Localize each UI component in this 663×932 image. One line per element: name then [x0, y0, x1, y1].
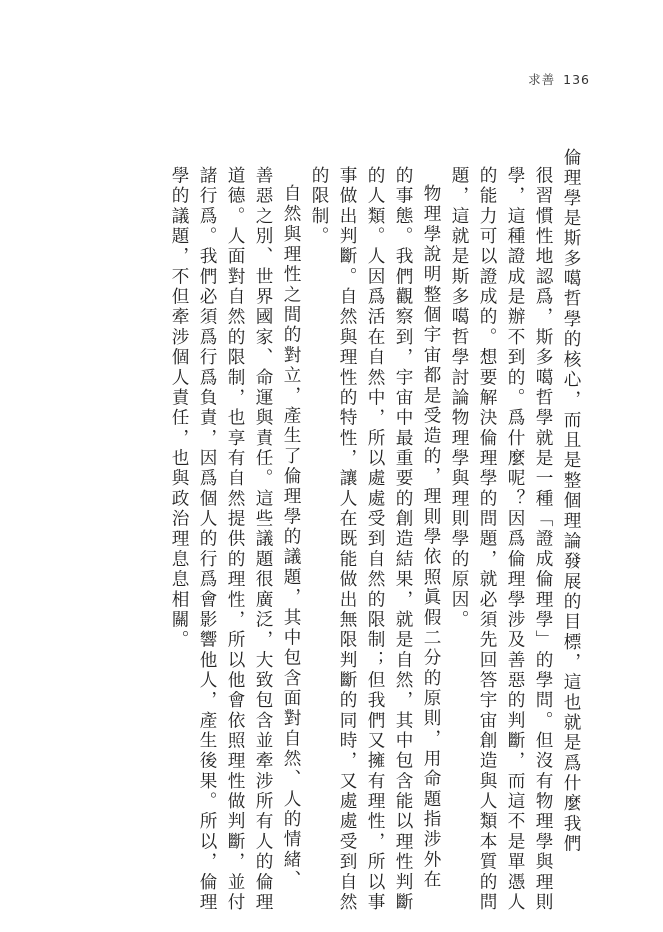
- text-column: 自然與理性之間的對立，產生了倫理學的議題，其中包含面對自然、人的情緒、: [281, 184, 301, 891]
- text-column: 學，這種證成是辦不到的。爲什麼呢？因爲倫理學涉及善惡的判斷，而這不是單憑人: [505, 166, 525, 913]
- text-column: 物理學說明整個宇宙都是受造的，理則學依照眞假二分的原則，用命題指涉外在: [421, 184, 441, 891]
- text-column: 事做出判斷。自然與理性的特性，讓人在既能做出無限判斷的同時，又處處受到自然: [337, 166, 357, 913]
- text-column: 學的議題，不但牽涉個人責任，也與政治理息息相關。: [169, 166, 189, 651]
- text-column: 很習慣性地認爲，斯多噶哲學就是一種「證成倫理學」的學問。但沒有物理學與理則: [533, 166, 553, 913]
- text-column: 題，這就是斯多噶哲學討論物理學與理則學的原因。: [449, 166, 469, 631]
- text-column: 諸行爲。我們必須爲行爲負責，因爲個人的行爲會影響他人，產生後果。所以，倫理: [197, 166, 217, 913]
- text-column: 倫理學是斯多噶哲學的核心，而且是整個理論發展的目標，這也就是爲什麼我們: [561, 148, 581, 855]
- text-column: 的能力可以證成的。想要解決倫理學的問題，就必須先回答宇宙創造與人類本質的問: [477, 166, 497, 913]
- text-column: 的事態。我們觀察到，宇宙中最重要的創造結果，就是自然，其中包含能以理性判斷: [393, 166, 413, 913]
- page-number: 136: [563, 72, 590, 87]
- header-title: 求善: [528, 72, 556, 87]
- text-column: 的限制。: [309, 166, 329, 247]
- text-column: 道德。人面對自然的限制，也享有自然提供的理性，所以他會依照理性做判斷，並付: [225, 166, 245, 913]
- running-header: [440, 70, 590, 88]
- text-column: 善惡之別、世界國家、命運與責任。這些議題很廣泛，大致包含並牽涉所有人的倫理: [253, 166, 273, 913]
- text-column: 的人類。人因爲活在自然中，所以處處受到自然的限制；但我們又擁有理性，所以事: [365, 166, 385, 913]
